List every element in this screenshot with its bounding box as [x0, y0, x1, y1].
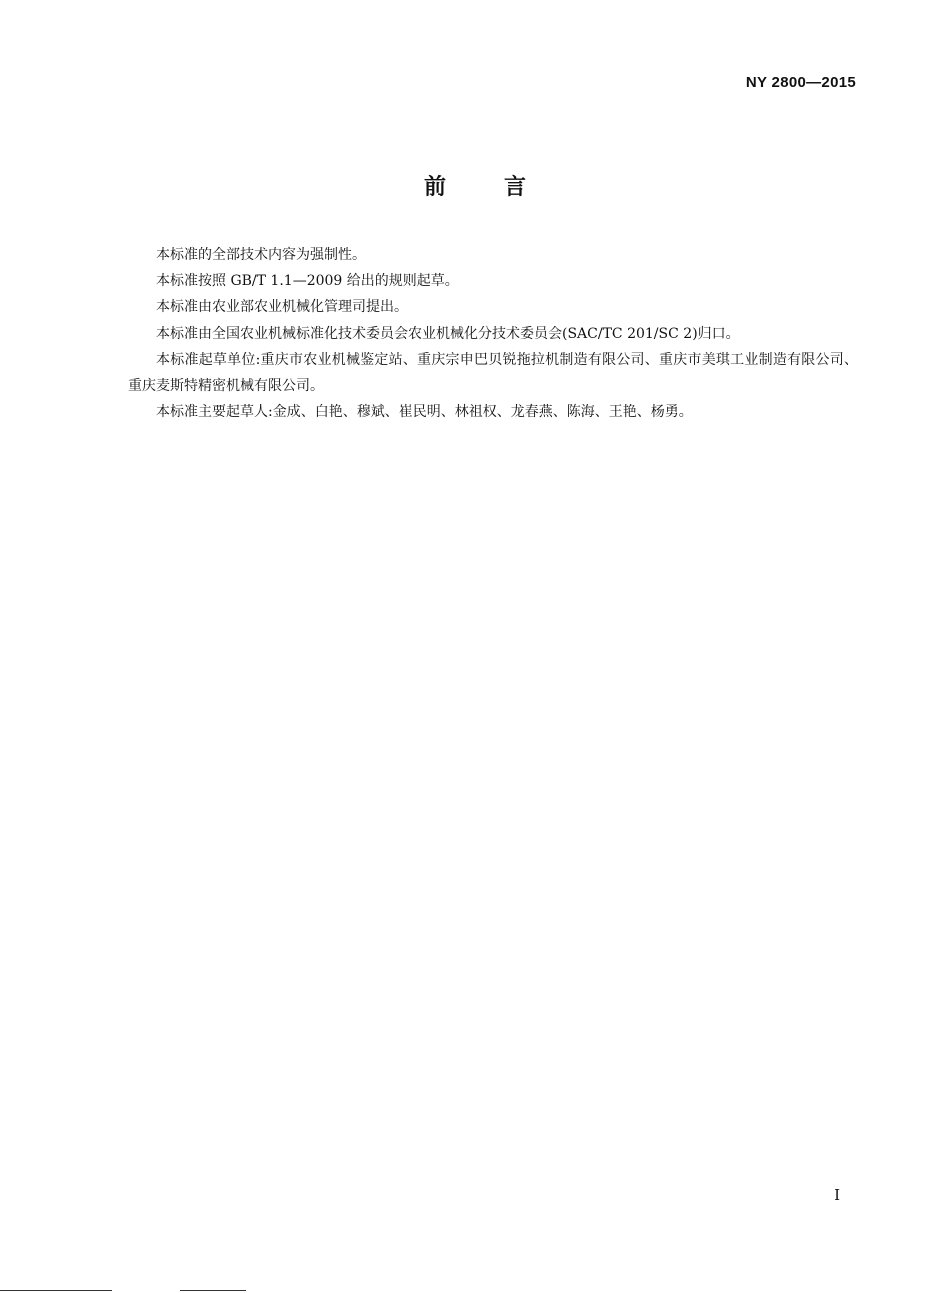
paragraph-proposer: 本标准由农业部农业机械化管理司提出。	[156, 299, 408, 316]
paragraph-drafting-units: 本标准起草单位:重庆市农业机械鉴定站、重庆宗申巴贝锐拖拉机制造有限公司、重庆市美琪工业制造有限公司、重庆麦斯特精密机械有限公司。	[128, 351, 858, 395]
scan-artifact-line	[0, 1290, 112, 1291]
section-title: 前言	[423, 175, 584, 200]
paragraph-technical-committee: 本标准由全国农业机械标准化技术委员会农业机械化分技术委员会(SAC/TC 201/SC 2)归口。	[156, 325, 740, 342]
paragraph-mandatory: 本标准的全部技术内容为强制性。	[156, 247, 366, 263]
scan-artifact-line	[180, 1290, 246, 1291]
paragraph-drafters: 本标准主要起草人:金成、白艳、穆斌、崔民明、林祖权、龙春燕、陈海、王艳、杨勇。	[156, 404, 693, 421]
foreword-body	[128, 242, 858, 425]
paragraph-drafting-rules: 本标准按照 GB/T 1.1—2009 给出的规则起草。	[156, 273, 459, 290]
page-number: I	[834, 1186, 840, 1204]
standard-code: NY 2800—2015	[745, 74, 856, 91]
